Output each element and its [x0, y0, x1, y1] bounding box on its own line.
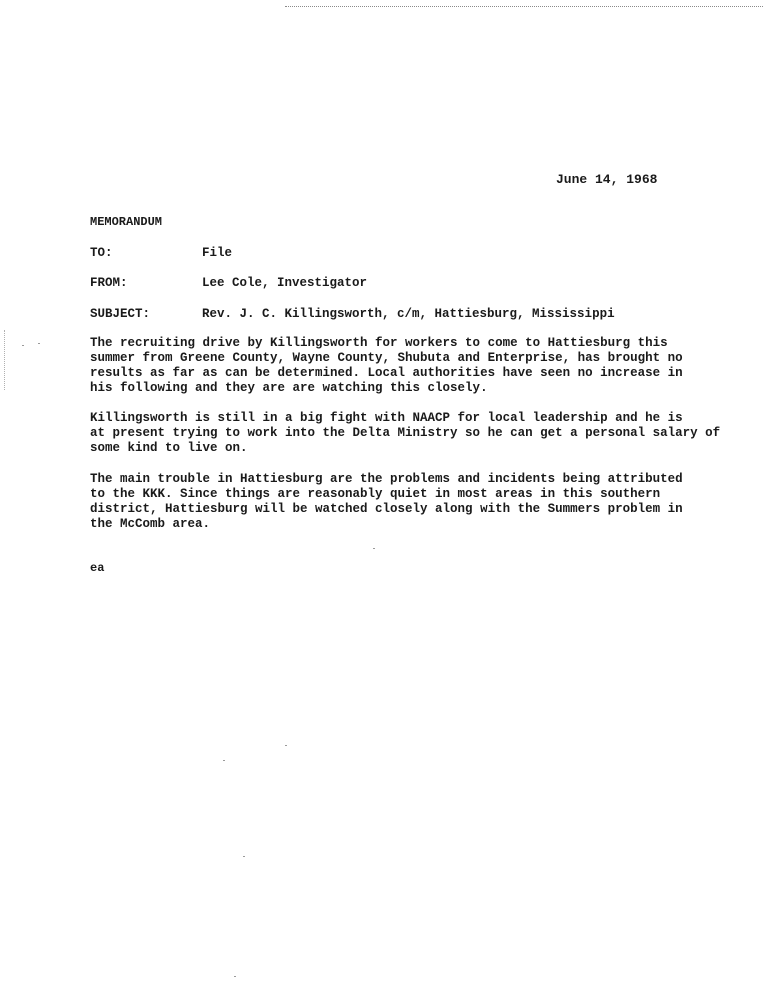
subject-field	[90, 307, 615, 321]
typist-initials: ea	[90, 561, 105, 575]
scan-speck	[285, 745, 287, 746]
body-paragraph-recruiting: The recruiting drive by Killingsworth for workers to come to Hattiesburg this summer from Greene County, Wayne County, Shubuta and Enterprise, has brought no results as far as can be determined. Local authorities have seen no increase in his following and they are are watching this closely.	[90, 336, 683, 395]
from-label: FROM:	[90, 276, 128, 290]
from-field	[90, 276, 367, 290]
scan-speck	[22, 345, 24, 346]
scan-speck	[243, 856, 245, 857]
page-top-edge	[285, 0, 763, 7]
body-paragraph-kkk: The main trouble in Hattiesburg are the problems and incidents being attributed to the KKK. Since things are reasonably quiet in most areas in this southern district, Hattiesburg will be watched closely along with the Summers problem in the McComb area.	[90, 472, 683, 531]
scan-speck	[234, 976, 236, 977]
scan-speck	[223, 760, 225, 761]
to-field	[90, 246, 232, 260]
body-paragraph-leadership: Killingsworth is still in a big fight with NAACP for local leadership and he is at present trying to work into the Delta Ministry so he can get a personal salary of some kind to live on.	[90, 411, 721, 455]
subject-value: Rev. J. C. Killingsworth, c/m, Hattiesburg, Mississippi	[202, 307, 615, 321]
from-value: Lee Cole, Investigator	[202, 276, 368, 290]
memo-date: June 14, 1968	[556, 172, 658, 187]
scan-speck	[38, 343, 40, 344]
to-label: TO:	[90, 246, 113, 260]
scan-speck	[373, 548, 375, 549]
to-value: File	[202, 246, 233, 260]
subject-label: SUBJECT:	[90, 307, 151, 321]
memo-heading: MEMORANDUM	[90, 215, 163, 229]
page-left-edge	[4, 330, 6, 390]
